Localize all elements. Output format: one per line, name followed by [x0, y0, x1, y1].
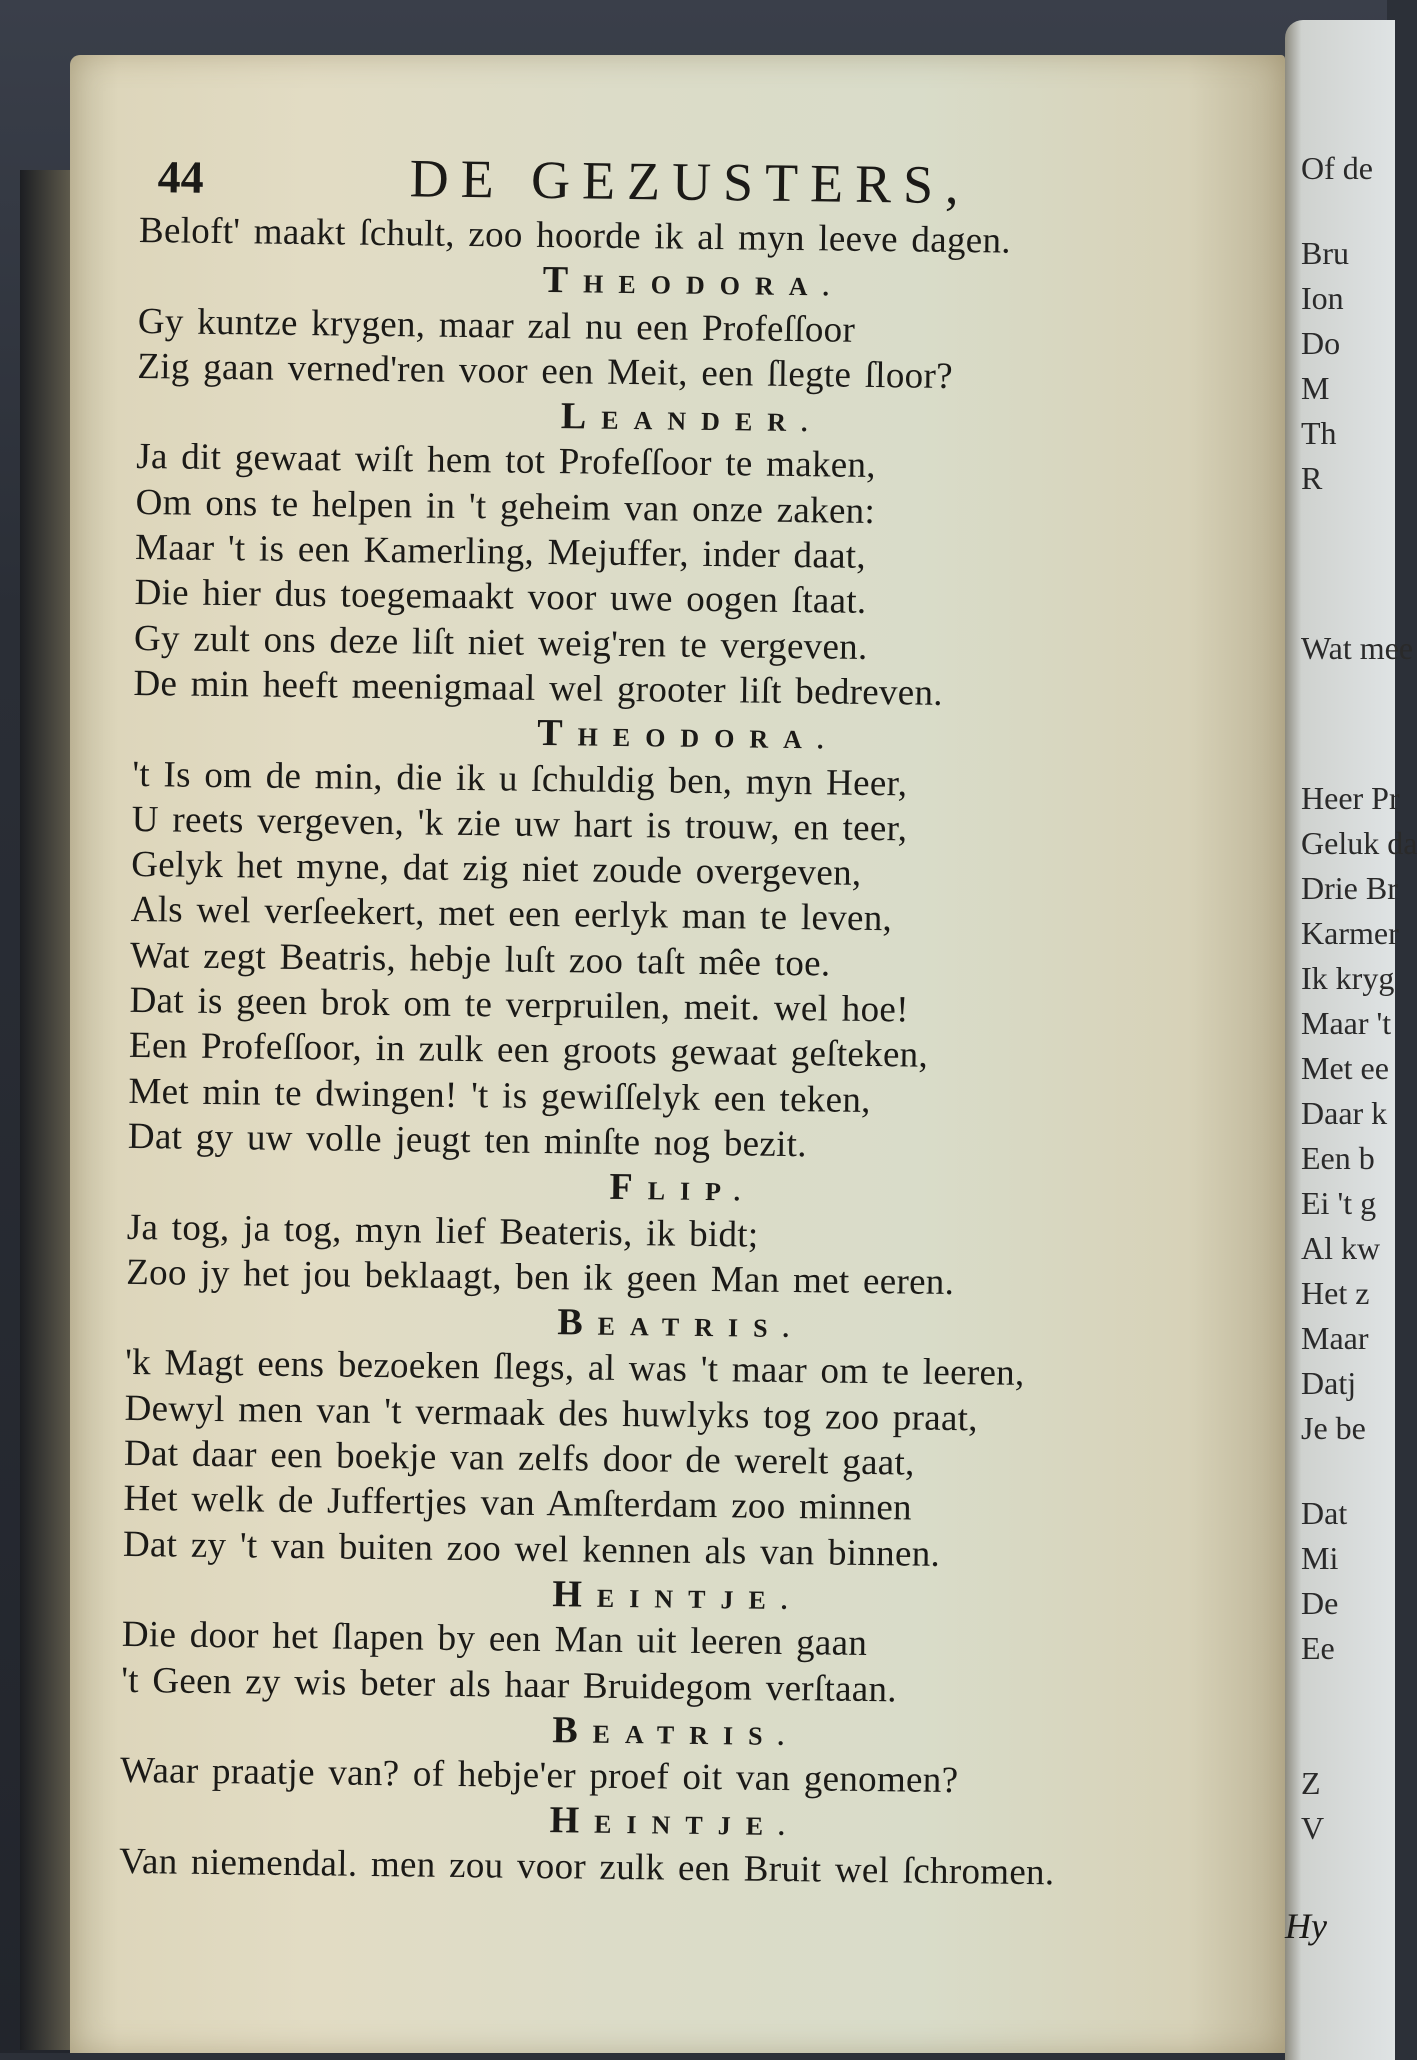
verse-line: De min heeft meenigmaal wel grooter liſt bedreven. — [133, 662, 944, 714]
facing-page-fragment: Heer Pr — [1301, 780, 1400, 816]
facing-page-fragment: Bru — [1301, 235, 1349, 271]
verse-line: Beloft' maakt ſchult, zoo hoorde ik al myn leeve dagen. — [138, 209, 1012, 262]
speaker-name: HEINTJE. — [549, 1799, 800, 1843]
verse-line: Als wel verſeekert, met een eerlyk man te leven, — [130, 889, 893, 940]
facing-page-fragment: Of de — [1301, 150, 1373, 186]
verse-line: Met min te dwingen! 't is gewiſſelyk een teken, — [128, 1070, 871, 1121]
verse-line: Die door het ſlapen by een Man uit leeren gaan — [121, 1614, 868, 1665]
facing-page-fragment: Karmer — [1301, 915, 1399, 951]
verse-line: 't Geen zy wis beter als haar Bruidegom verſtaan. — [121, 1659, 898, 1710]
verse-line: U reets vergeven, 'k zie uw hart is trouw, en teer, — [131, 798, 908, 850]
book-spine-edge — [20, 170, 70, 2050]
speaker-name: BEATRIS. — [557, 1301, 805, 1344]
facing-page-fragment: Z — [1301, 1765, 1321, 1801]
verse-line: Dat daar een boekje van zelfs door de werelt gaat, — [123, 1432, 915, 1484]
verse-line: Ja tog, ja tog, myn lief Beateris, ik bidt; — [126, 1206, 759, 1256]
page-text — [119, 150, 1250, 1897]
verse-line: Het welk de Juffertjes van Amſterdam zoo minnen — [123, 1478, 913, 1529]
facing-page-fragment: R — [1301, 460, 1323, 496]
verse-line: 't Is om de min, die ik u ſchuldig ben, myn Heer, — [132, 753, 908, 804]
facing-page-fragment: M — [1301, 370, 1330, 406]
speaker-name: THEODORA. — [537, 712, 839, 755]
facing-page-fragment: Datj — [1301, 1365, 1357, 1401]
facing-page-fragment: Ei 't g — [1301, 1185, 1377, 1221]
verse-line: Zoo jy het jou beklaagt, ben ik geen Man met eeren. — [126, 1251, 955, 1303]
verse-line: Van niemendal. men zou voor zulk een Bruit wel ſchromen. — [118, 1840, 1055, 1893]
verse-line: Zig gaan verned'ren voor een Meit, een ſlegte ſloor? — [137, 345, 954, 397]
verse-line: Dat gy uw volle jeugt ten minſte nog bezit. — [127, 1115, 808, 1166]
facing-page-fragment: Ee — [1301, 1630, 1335, 1666]
facing-page-fragment: Ik kryg — [1301, 960, 1395, 996]
facing-page-fragment: Het z — [1301, 1275, 1370, 1311]
facing-page-fragment: Maar 't — [1301, 1005, 1392, 1041]
page-number: 44 — [157, 151, 204, 203]
facing-page-fragment: Drie Br — [1301, 870, 1398, 906]
verse-line: Wat zegt Beatris, hebje luſt zoo taſt mêe toe. — [129, 934, 831, 985]
facing-page-fragment: De — [1301, 1585, 1339, 1621]
verse-line: Dewyl men van 't vermaak des huwlyks tog zoo praat, — [124, 1387, 979, 1440]
verse-line: Gy zult ons deze liſt niet weig'ren te vergeven. — [133, 617, 868, 668]
facing-page-fragment: Een b — [1301, 1140, 1375, 1176]
facing-page-fragment: Maar — [1301, 1320, 1369, 1356]
facing-page-fragment: Do — [1301, 325, 1341, 361]
speaker-name: HEINTJE. — [552, 1573, 803, 1616]
verse-lines — [119, 208, 1249, 1897]
facing-page-fragment: Mi — [1301, 1540, 1339, 1576]
verse-line: 'k Magt eens bezoeken ſlegs, al was 't maar om te leeren, — [124, 1342, 1025, 1395]
verse-line: Ja dit gewaat wiſt hem tot Profeſſoor te maken, — [135, 436, 877, 487]
facing-page-fragment: Met ee — [1301, 1050, 1389, 1086]
facing-page-fragment: Ion — [1301, 280, 1344, 316]
facing-page-fragment: Al kw — [1301, 1230, 1381, 1266]
speaker-name: BEATRIS. — [552, 1708, 800, 1752]
verse-line: Een Profeſſoor, in zulk een groots gewaat geſteken, — [128, 1025, 929, 1077]
verse-line: Dat zy 't van buiten zoo wel kennen als van binnen. — [122, 1523, 941, 1575]
verse-line: Waar praatje van? of hebje'er proef oit van genomen? — [119, 1749, 959, 1802]
verse-line: Dat is geen brok om te verpruilen, meit. wel hoe! — [129, 979, 909, 1031]
facing-page — [1285, 20, 1417, 2060]
verse-line: Gelyk het myne, dat zig niet zoude overgeven, — [131, 844, 862, 895]
facing-page-fragment: Daar k — [1301, 1095, 1388, 1131]
facing-page-fragment: Wat mee — [1301, 630, 1414, 666]
catchword: Hy — [1285, 1906, 1327, 1946]
facing-page-fragment: Dat — [1301, 1495, 1348, 1531]
verse-line: Maar 't is een Kamerling, Mejuffer, inder daat, — [134, 527, 867, 577]
verse-line: Om ons te helpen in 't geheim van onze zaken: — [135, 481, 876, 532]
verse-line: Die hier dus toegemaakt voor uwe oogen ſtaat. — [134, 572, 867, 623]
running-title: DE GEZUSTERS, — [409, 148, 971, 216]
speaker-name: FLIP. — [609, 1166, 756, 1209]
speaker-name: LEANDER. — [560, 395, 823, 438]
facing-page-fragment: Geluk da — [1301, 825, 1417, 861]
facing-page-fragment: Je be — [1301, 1410, 1366, 1446]
facing-page-fragment: V — [1301, 1810, 1325, 1846]
facing-page-fragment: Th — [1301, 415, 1337, 451]
verse-line: Gy kuntze krygen, maar zal nu een Profeſſoor — [137, 300, 856, 351]
speaker-name: THEODORA. — [542, 259, 845, 302]
